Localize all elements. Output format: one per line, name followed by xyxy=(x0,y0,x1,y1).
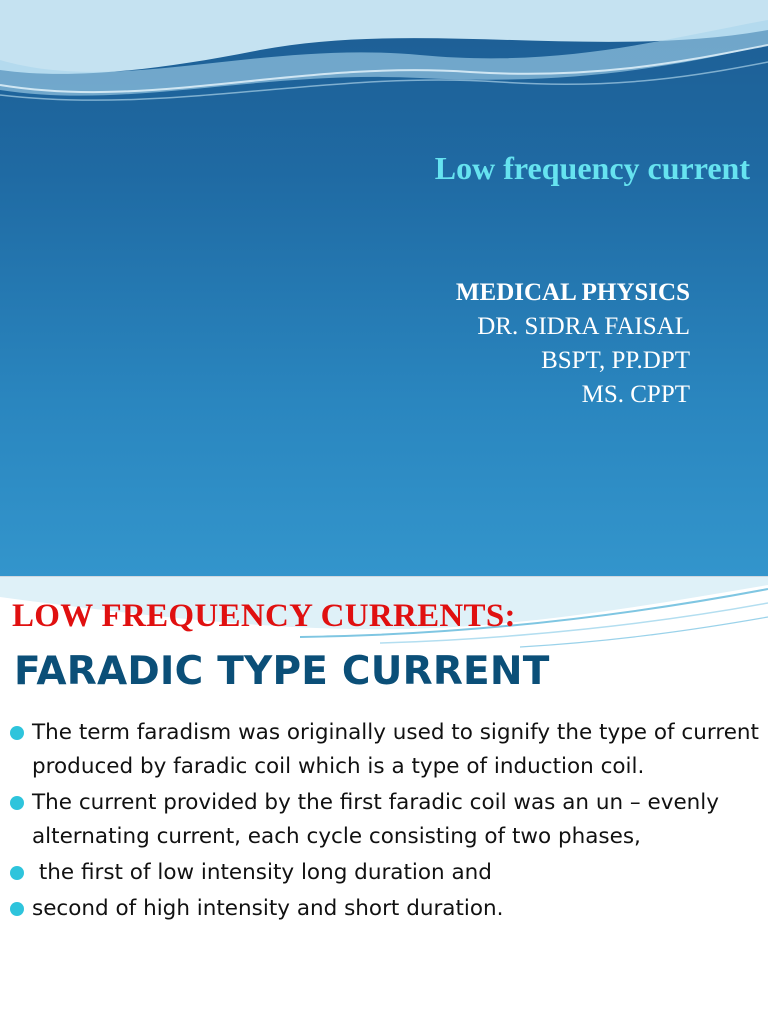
slide-heading: LOW FREQUENCY CURRENTS: xyxy=(12,598,516,634)
degree-line-1: BSPT, PP.DPT xyxy=(541,347,690,374)
bullet-text: The current provided by the first faradic coil was an un – evenly alternating current, each cycle consisting of two phases, xyxy=(32,790,720,849)
list-item xyxy=(8,892,760,926)
bullet-icon xyxy=(10,866,24,880)
slide-title: Low frequency current xyxy=(434,150,750,186)
subject-line: MEDICAL PHYSICS xyxy=(455,279,690,306)
list-item xyxy=(8,856,760,890)
bullet-text: second of high intensity and short duration. xyxy=(32,896,504,921)
presenter-info xyxy=(300,276,690,412)
bullet-icon xyxy=(10,726,24,740)
bullet-text: the first of low intensity long duration and xyxy=(32,860,492,885)
bullet-list xyxy=(8,716,760,928)
wave-decoration xyxy=(0,0,768,110)
bullet-text: The term faradism was originally used to signify the type of current produced by faradic coil which is a type of induction coil. xyxy=(32,720,759,779)
author-line: DR. SIDRA FAISAL xyxy=(477,313,690,340)
list-item xyxy=(8,716,760,784)
list-item xyxy=(8,786,760,854)
bullet-icon xyxy=(10,796,24,810)
slide-subheading: FARADIC TYPE CURRENT xyxy=(14,649,550,694)
bullet-icon xyxy=(10,902,24,916)
degree-line-2: MS. CPPT xyxy=(581,381,690,408)
